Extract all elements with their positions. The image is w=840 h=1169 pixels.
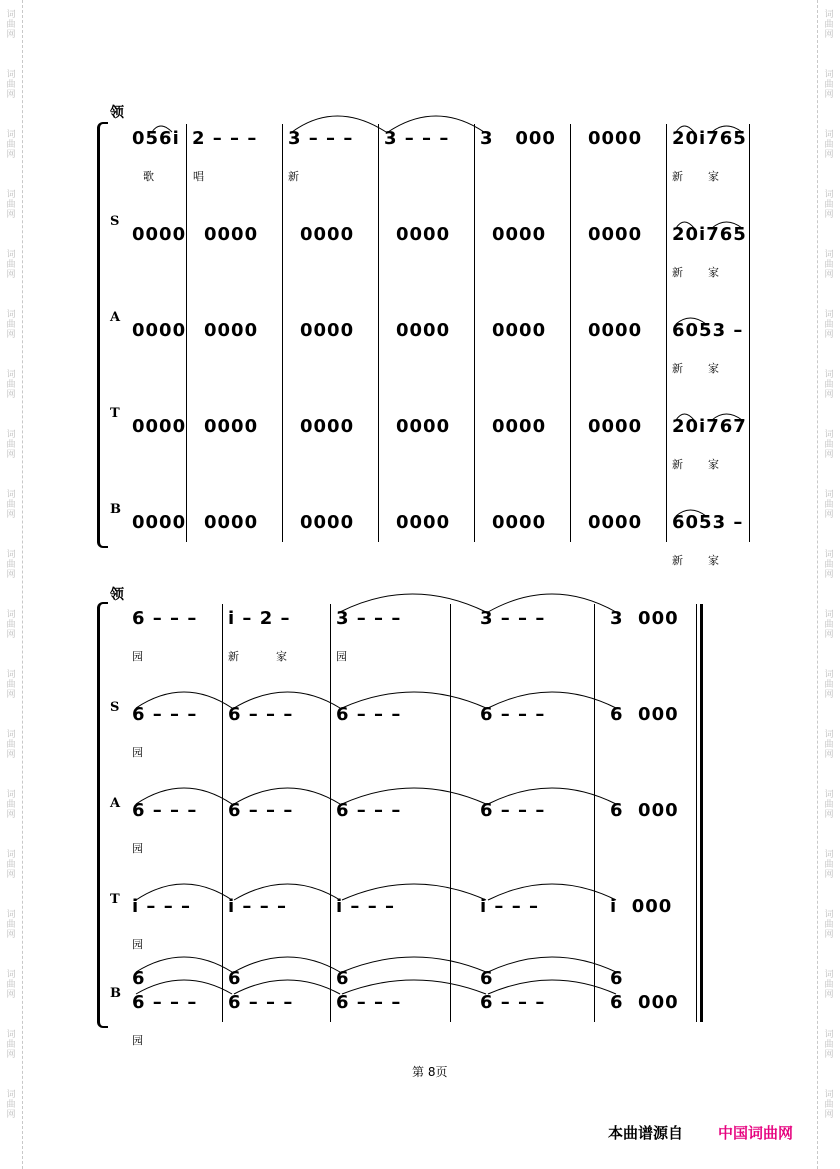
watermark-text: 词 曲 网	[6, 190, 16, 220]
part-label: T	[110, 406, 120, 421]
measure: 056i	[132, 128, 180, 149]
credit-site-name: 中国词曲网	[718, 1124, 794, 1142]
lyric: 唱	[193, 170, 204, 183]
watermark-text: 词 曲 网	[824, 70, 834, 100]
credit-source-label: 本曲谱源自	[608, 1124, 684, 1142]
watermark-text: 词 曲 网	[824, 850, 834, 880]
watermark-text: 词 曲 网	[6, 490, 16, 520]
measure: 0000	[132, 224, 187, 245]
lyric: 新	[672, 554, 683, 567]
lyric: 园	[132, 938, 143, 951]
lyric: 家	[708, 554, 719, 567]
watermark-text: 词 曲 网	[824, 670, 834, 700]
part-label: S	[110, 214, 120, 229]
measure: 6 – – –	[480, 800, 546, 821]
lyric: 家	[708, 362, 719, 375]
watermark-text: 词 曲 网	[824, 1030, 834, 1060]
measure: 0000	[492, 320, 547, 341]
lyric: 家	[708, 170, 719, 183]
lead-label: 领	[110, 587, 124, 603]
watermark-text: 词 曲 网	[824, 250, 834, 280]
lyric: 新	[672, 458, 683, 471]
watermark-text: 词 曲 网	[6, 790, 16, 820]
measure: 3 000	[610, 608, 679, 629]
measure: 0000	[396, 512, 451, 533]
measure: 6 000	[610, 800, 679, 821]
watermark-text: 词 曲 网	[6, 10, 16, 40]
watermark-text: 词 曲 网	[6, 130, 16, 160]
watermark-text: 词 曲 网	[824, 550, 834, 580]
measure: i – – –	[132, 896, 191, 917]
watermark-text: 词 曲 网	[824, 130, 834, 160]
measure-upper: 6	[228, 968, 242, 989]
measure: 6 000	[610, 992, 679, 1013]
measure: 6 – – –	[480, 992, 546, 1013]
measure: 6 – – –	[132, 992, 198, 1013]
lyric: 园	[132, 1034, 143, 1047]
part-label: A	[110, 310, 121, 325]
measure: 6 – – –	[228, 800, 294, 821]
part-label: A	[110, 796, 121, 811]
watermark-text: 词 曲 网	[6, 550, 16, 580]
measure: 0000	[300, 416, 355, 437]
measure: 20i765	[672, 128, 747, 149]
measure: 6 – – –	[132, 608, 198, 629]
part-label: S	[110, 700, 120, 715]
measure: 3 000	[480, 128, 556, 149]
measure-upper: 6	[610, 968, 624, 989]
measure: 6 – – –	[228, 704, 294, 725]
measure: 6 000	[610, 704, 679, 725]
measure: 6 – – –	[228, 992, 294, 1013]
measure: 6 – – –	[132, 704, 198, 725]
lyric: 新	[672, 266, 683, 279]
measure: 3 – – –	[288, 128, 354, 149]
watermark-text: 词 曲 网	[824, 790, 834, 820]
measure: i – – –	[480, 896, 539, 917]
measure-upper: 6	[336, 968, 350, 989]
watermark-text: 词 曲 网	[6, 70, 16, 100]
measure: 6 – – –	[336, 704, 402, 725]
measure: 0000	[204, 416, 259, 437]
measure: 0000	[300, 512, 355, 533]
watermark-text: 词 曲 网	[6, 310, 16, 340]
watermark-text: 词 曲 网	[6, 1030, 16, 1060]
measure: 20i765	[672, 224, 747, 245]
measure: 6 – – –	[336, 992, 402, 1013]
measure: 0000	[396, 416, 451, 437]
measure: 0000	[588, 512, 643, 533]
watermark-text: 词 曲 网	[6, 430, 16, 460]
watermark-text: 词 曲 网	[824, 10, 834, 40]
measure-upper: 6	[480, 968, 494, 989]
measure: 6 – – –	[480, 704, 546, 725]
watermark-text: 词 曲 网	[824, 730, 834, 760]
part-label: T	[110, 892, 120, 907]
watermark-text: 词 曲 网	[824, 1090, 834, 1120]
lyric: 园	[132, 842, 143, 855]
lyric: 新	[228, 650, 239, 663]
watermark-text: 词 曲 网	[6, 610, 16, 640]
part-label: B	[110, 502, 121, 517]
lyric: 新	[672, 362, 683, 375]
measure: 0000	[396, 224, 451, 245]
measure: 0000	[588, 416, 643, 437]
watermark-text: 词 曲 网	[6, 910, 16, 940]
watermark-text: 词 曲 网	[6, 970, 16, 1000]
part-label: B	[110, 986, 121, 1001]
measure: i 000	[610, 896, 673, 917]
measure: 0000	[132, 416, 187, 437]
measure: 3 – – –	[336, 608, 402, 629]
watermark-text: 词 曲 网	[6, 850, 16, 880]
measure: 0000	[396, 320, 451, 341]
lyric: 歌	[143, 170, 154, 183]
measure-upper: 6	[132, 968, 146, 989]
lyric: 园	[132, 650, 143, 663]
measure: 0000	[132, 320, 187, 341]
measure: 0000	[588, 320, 643, 341]
measure: 3 – – –	[480, 608, 546, 629]
measure: 0000	[204, 512, 259, 533]
measure: 6 – – –	[132, 800, 198, 821]
measure: 6053 –	[672, 512, 744, 533]
watermark-text: 词 曲 网	[6, 370, 16, 400]
watermark-text: 词 曲 网	[6, 250, 16, 280]
measure: i – 2 –	[228, 608, 291, 629]
lyric: 新	[672, 170, 683, 183]
watermark-text: 词 曲 网	[6, 1090, 16, 1120]
measure: 0000	[300, 224, 355, 245]
lead-label: 领	[110, 105, 124, 121]
measure: 0000	[492, 512, 547, 533]
watermark-text: 词 曲 网	[824, 490, 834, 520]
measure: 0000	[132, 512, 187, 533]
measure: 0000	[492, 224, 547, 245]
lyric: 新	[288, 170, 299, 183]
measure: 0000	[204, 224, 259, 245]
measure: 3 – – –	[384, 128, 450, 149]
lyric: 家	[708, 266, 719, 279]
watermark-text: 词 曲 网	[824, 910, 834, 940]
measure: 0000	[204, 320, 259, 341]
lyric: 家	[708, 458, 719, 471]
lyric: 园	[132, 746, 143, 759]
measure: 6053 –	[672, 320, 744, 341]
watermark-text: 词 曲 网	[824, 370, 834, 400]
measure: 6 – – –	[336, 800, 402, 821]
measure: 0000	[588, 128, 643, 149]
measure: 0000	[588, 224, 643, 245]
lyric: 家	[276, 650, 287, 663]
watermark-text: 词 曲 网	[824, 430, 834, 460]
page-number: 第 8页	[412, 1065, 448, 1079]
watermark-text: 词 曲 网	[824, 310, 834, 340]
lyric: 园	[336, 650, 347, 663]
measure: 20i767	[672, 416, 747, 437]
watermark-text: 词 曲 网	[6, 670, 16, 700]
measure: i – – –	[228, 896, 287, 917]
measure: i – – –	[336, 896, 395, 917]
watermark-text: 词 曲 网	[6, 730, 16, 760]
measure: 0000	[492, 416, 547, 437]
measure: 0000	[300, 320, 355, 341]
watermark-text: 词 曲 网	[824, 610, 834, 640]
watermark-text: 词 曲 网	[824, 190, 834, 220]
watermark-text: 词 曲 网	[824, 970, 834, 1000]
measure: 2 – – –	[192, 128, 258, 149]
